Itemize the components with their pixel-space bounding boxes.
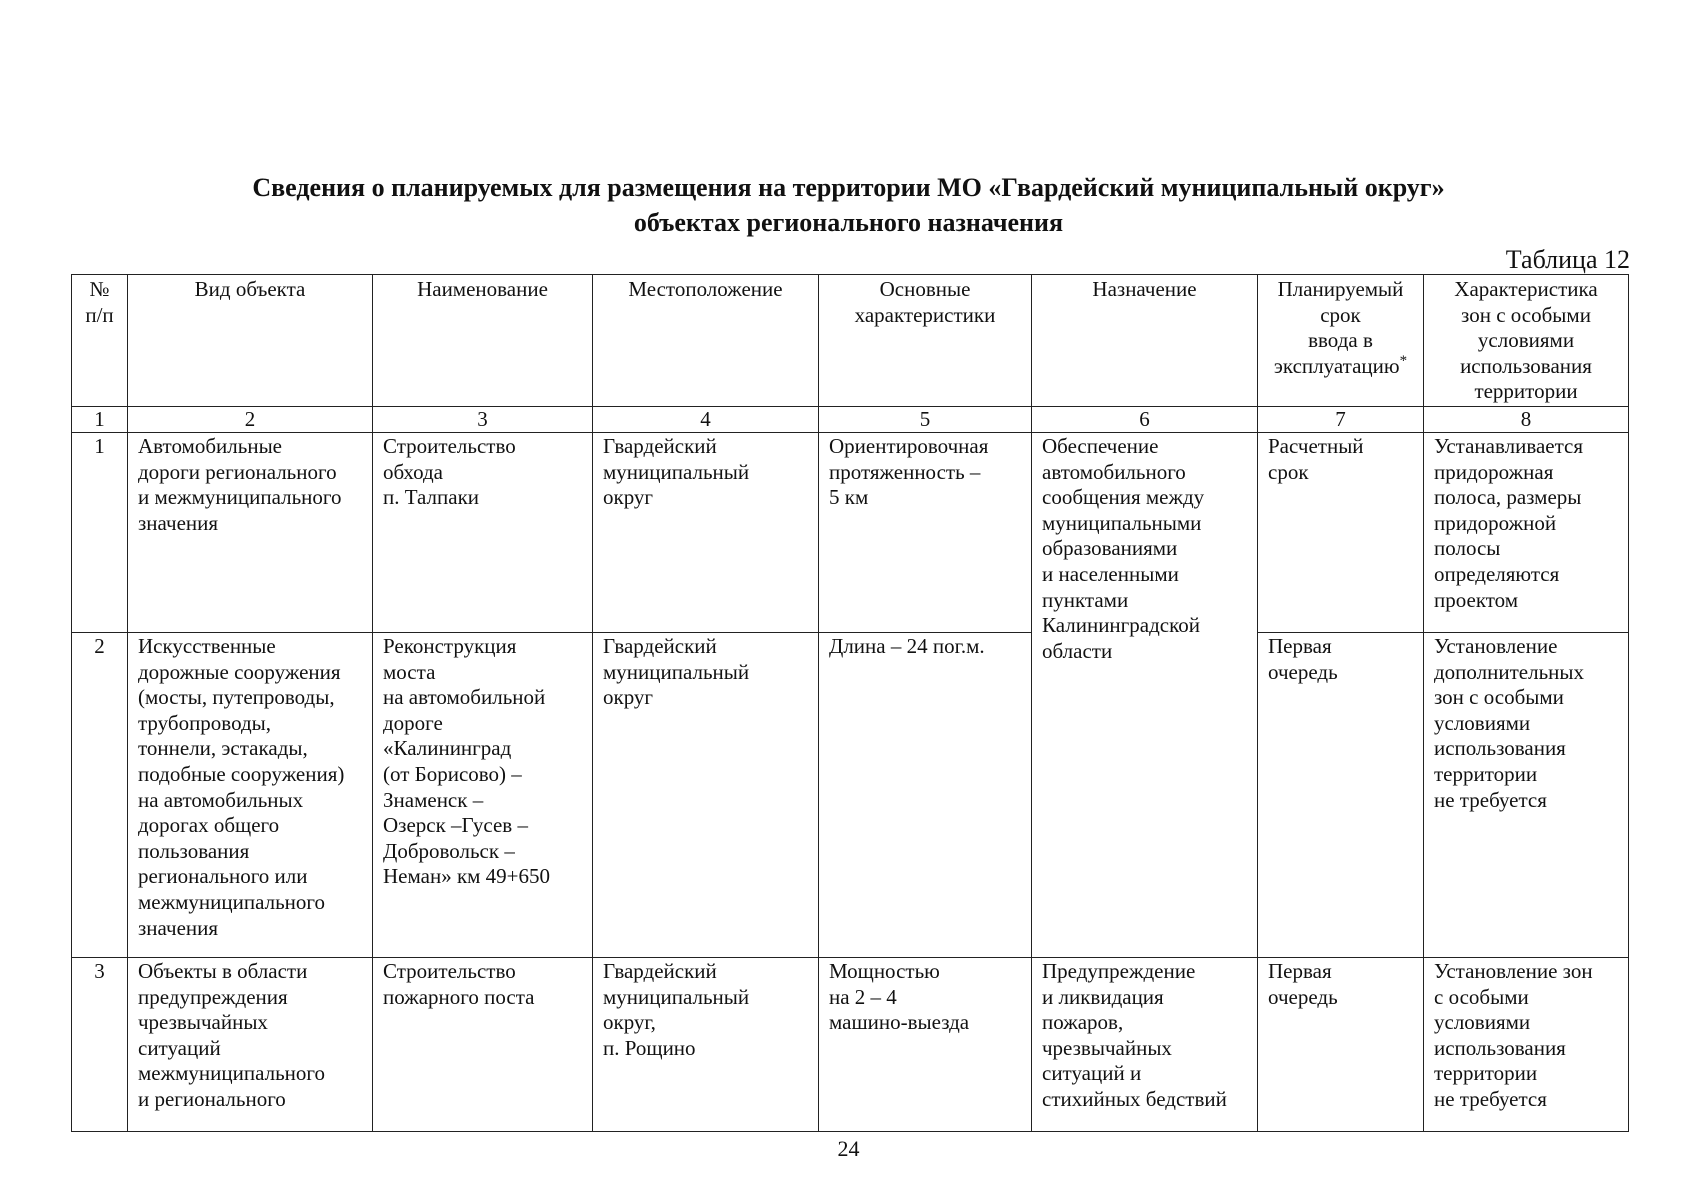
object-name: Строительство обхода п. Талпаки bbox=[373, 432, 593, 632]
column-number: 8 bbox=[1424, 406, 1629, 432]
table-label: Таблица 12 bbox=[1505, 245, 1630, 274]
object-type: Автомобильные дороги регионального и межмуниципального значения bbox=[128, 432, 373, 632]
row-num: 2 bbox=[72, 632, 128, 957]
row-num: 3 bbox=[72, 957, 128, 1131]
object-type: Искусственные дорожные сооружения (мосты, путепроводы, трубопроводы, тоннели, эстакады, подобные сооружения) на автомобильных дорогах общего пользования регионального или межмуниципального значения bbox=[128, 632, 373, 957]
object-purpose: Обеспечение автомобильного сообщения между муниципальными образованиями и населенными пунктами Калининградской области bbox=[1032, 432, 1258, 957]
table-row bbox=[72, 957, 1629, 1131]
header-term-text: Планируемый срок ввода в эксплуатацию bbox=[1273, 277, 1404, 378]
title-line-2: объектах регионального назначения bbox=[633, 208, 1064, 237]
object-characteristics: Длина – 24 пог.м. bbox=[819, 632, 1032, 957]
object-name: Строительство пожарного поста bbox=[373, 957, 593, 1131]
header-row bbox=[72, 275, 1629, 407]
table-row bbox=[72, 432, 1629, 632]
object-term: Первая очередь bbox=[1258, 957, 1424, 1131]
row-num: 1 bbox=[72, 432, 128, 632]
header-purpose: Назначение bbox=[1032, 275, 1258, 407]
column-number: 4 bbox=[593, 406, 819, 432]
column-number: 5 bbox=[819, 406, 1032, 432]
regional-objects-table bbox=[71, 274, 1629, 1132]
column-number: 6 bbox=[1032, 406, 1258, 432]
column-number: 3 bbox=[373, 406, 593, 432]
object-name: Реконструкция моста на автомобильной дороге «Калининград (от Борисово) – Знаменск – Озерск –Гусев – Добровольск – Неман» км 49+650 bbox=[373, 632, 593, 957]
header-num: № п/п bbox=[72, 275, 128, 407]
header-term bbox=[1258, 275, 1424, 407]
object-location: Гвардейский муниципальный округ bbox=[593, 432, 819, 632]
object-term: Расчетный срок bbox=[1258, 432, 1424, 632]
page-number: 24 bbox=[837, 1136, 860, 1161]
object-characteristics: Ориентировочная протяженность – 5 км bbox=[819, 432, 1032, 632]
table-row bbox=[72, 632, 1629, 957]
object-characteristics: Мощностью на 2 – 4 машино-выезда bbox=[819, 957, 1032, 1131]
object-zones: Установление зон с особыми условиями использования территории не требуется bbox=[1424, 957, 1629, 1131]
object-term: Первая очередь bbox=[1258, 632, 1424, 957]
object-type: Объекты в области предупреждения чрезвычайных ситуаций межмуниципального и регионального bbox=[128, 957, 373, 1131]
header-type: Вид объекта bbox=[128, 275, 373, 407]
header-name: Наименование bbox=[373, 275, 593, 407]
column-number-row bbox=[72, 406, 1629, 432]
title-line-1: Сведения о планируемых для размещения на территории МО «Гвардейский муниципальный округ» bbox=[252, 173, 1445, 202]
object-purpose: Предупреждение и ликвидация пожаров, чрезвычайных ситуаций и стихийных бедствий bbox=[1032, 957, 1258, 1131]
column-number: 7 bbox=[1258, 406, 1424, 432]
footnote-mark: * bbox=[1399, 352, 1408, 369]
object-zones: Установление дополнительных зон с особыми условиями использования территории не требуется bbox=[1424, 632, 1629, 957]
header-zones: Характеристика зон с особыми условиями использования территории bbox=[1424, 275, 1629, 407]
object-location: Гвардейский муниципальный округ, п. Рощино bbox=[593, 957, 819, 1131]
column-number: 2 bbox=[128, 406, 373, 432]
document-title bbox=[0, 170, 1697, 240]
header-characteristics: Основные характеристики bbox=[819, 275, 1032, 407]
object-location: Гвардейский муниципальный округ bbox=[593, 632, 819, 957]
column-number: 1 bbox=[72, 406, 128, 432]
header-location: Местоположение bbox=[593, 275, 819, 407]
object-zones: Устанавливается придорожная полоса, размеры придорожной полосы определяются проектом bbox=[1424, 432, 1629, 632]
